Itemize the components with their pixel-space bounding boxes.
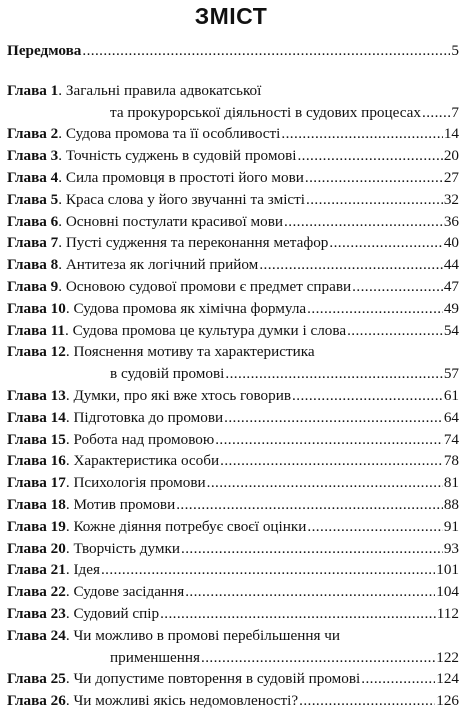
toc-entry-title: . Судова промова це культура думки і слова	[65, 321, 347, 339]
toc-entry-title: та прокурорської діяльності в судових процесах	[110, 103, 422, 121]
toc-page-number: 122	[436, 648, 459, 666]
toc-entry-title: применшення	[110, 648, 201, 666]
dot-leader	[82, 40, 450, 62]
toc-entry-title: . Основою судової промови є предмет справи	[58, 278, 352, 295]
dot-leader	[181, 538, 443, 560]
toc-entry-label: Глава 12	[7, 343, 66, 361]
dot-leader	[176, 494, 443, 516]
toc-page-number: 47	[443, 278, 459, 295]
dot-leader	[329, 232, 442, 254]
dot-leader	[297, 145, 442, 167]
dot-leader	[160, 603, 436, 625]
toc-entry	[7, 145, 459, 167]
dot-leader	[347, 320, 443, 342]
dot-leader	[201, 647, 435, 669]
dot-leader	[299, 690, 435, 712]
toc-entry-title: . Чи допустиме повторення в судовій промові	[65, 670, 361, 688]
dot-leader	[361, 668, 435, 690]
toc-entry-label: Глава 5	[7, 190, 59, 208]
toc-entry-title: . Кожне діяння потребує своєї оцінки	[65, 517, 307, 535]
dot-leader	[422, 102, 450, 124]
toc-entry	[7, 167, 459, 189]
toc-entry-label: Глава 1	[7, 81, 59, 99]
toc-entry	[7, 581, 459, 603]
toc-page-number: 91	[443, 517, 459, 535]
toc-page-number: 44	[443, 256, 459, 274]
toc-entry-label: Глава 13	[7, 387, 66, 404]
toc-entry-label: Глава 9	[7, 278, 59, 295]
toc-entry-label: Глава 2	[7, 125, 59, 143]
toc-entry-title: . Судовий спір	[65, 605, 160, 622]
toc-entry-label: Глава 26	[7, 692, 66, 710]
toc-entry-title: . Чи можливо в промові перебільшення чи	[65, 626, 340, 644]
dot-leader	[101, 559, 435, 581]
dot-leader	[207, 472, 443, 494]
dot-leader	[352, 276, 443, 298]
toc-page-number: 101	[436, 561, 459, 579]
toc-page-number: 14	[443, 125, 459, 143]
toc-entry-title: в судовій промові	[110, 365, 225, 383]
toc-entry-label: Глава 23	[7, 605, 66, 622]
toc-entry-label: Глава 6	[7, 212, 59, 230]
toc-entry-label: Глава 3	[7, 147, 59, 165]
toc-entry-label: Глава 19	[7, 517, 66, 535]
toc-entry-continuation	[110, 102, 459, 124]
toc-entry-title: . Ідея	[65, 561, 100, 579]
dot-leader	[220, 450, 443, 472]
toc-page-number: 57	[443, 365, 459, 383]
dot-leader	[259, 254, 443, 276]
dot-leader	[305, 167, 443, 189]
toc-page-number: 40	[443, 234, 459, 252]
toc-entry	[7, 668, 459, 690]
dot-leader	[307, 516, 442, 538]
toc-entry-label: Глава 15	[7, 430, 66, 448]
toc-entry	[7, 538, 459, 560]
toc-page-number: 88	[443, 496, 459, 513]
toc-entry-label: Передмова	[7, 42, 82, 59]
toc-entry-title: . Антитеза як логічний прийом	[58, 256, 259, 274]
toc-entry-title: . Сила промовця в простоті його мови	[58, 169, 304, 186]
toc-entry-label: Глава 10	[7, 299, 66, 317]
toc-entry-title: . Загальні правила адвокатської	[58, 81, 262, 99]
toc-entry	[7, 450, 459, 472]
toc-entry-title: . Краса слова у його звучанні та змісті	[58, 190, 306, 208]
toc-entry-label: Глава 11	[7, 321, 66, 339]
toc-entry-label: Глава 4	[7, 169, 59, 186]
toc-entry-title: . Робота над промовою	[65, 430, 215, 448]
toc-entry-label: Глава 20	[7, 539, 66, 557]
toc-entry	[7, 559, 459, 581]
dot-leader	[281, 123, 442, 145]
toc-entry-title: . Судове засідання	[65, 583, 185, 601]
toc-entry-title: . Пусті судження та переконання метафор	[58, 234, 329, 252]
toc-page-number: 78	[443, 452, 459, 470]
toc-entry-label: Глава 7	[7, 234, 59, 252]
toc-entry-title: . Творчість думки	[65, 539, 181, 557]
toc-page-number: 27	[443, 169, 459, 186]
toc-entry-continuation	[110, 647, 459, 669]
toc-entry-title: . Основні постулати красивої мови	[58, 212, 284, 230]
toc-entry-label: Глава 21	[7, 561, 66, 579]
toc-entry	[7, 298, 459, 320]
toc-entry-title: . Судова промова та її особливості	[58, 125, 281, 143]
dot-leader	[224, 407, 443, 429]
toc-entry	[7, 276, 459, 298]
toc-page-number: 104	[436, 583, 459, 601]
toc-entry	[7, 494, 459, 516]
toc-page-number: 93	[443, 539, 459, 557]
toc-page-number: 124	[436, 670, 459, 688]
toc-entry-label: Глава 25	[7, 670, 66, 688]
toc-page-number: 5	[451, 42, 459, 59]
toc-page-number: 61	[443, 387, 459, 404]
toc-entry-label: Глава 22	[7, 583, 66, 601]
toc-entry	[7, 211, 459, 233]
toc-page-number: 54	[443, 321, 459, 339]
toc-entry-label: Глава 24	[7, 626, 66, 644]
toc-entry-title: . Психологія промови	[65, 474, 206, 492]
toc-entry	[7, 232, 459, 254]
toc-entry-title: . Пояснення мотиву та характеристика	[65, 343, 315, 361]
dot-leader	[225, 363, 442, 385]
dot-leader	[306, 189, 443, 211]
toc-entry	[7, 40, 459, 62]
toc-entry-title: . Підготовка до промови	[65, 408, 224, 426]
toc-entry	[7, 429, 459, 451]
dot-leader	[284, 211, 443, 233]
dot-leader	[215, 429, 443, 451]
toc-page-number: 7	[451, 103, 459, 121]
toc-page-number: 74	[443, 430, 459, 448]
toc-entry-title: . Судова промова як хімічна формула	[65, 299, 307, 317]
toc-entry	[7, 385, 459, 407]
toc-page-number: 64	[443, 408, 459, 426]
toc-page-number: 126	[436, 692, 459, 710]
toc-page-number: 32	[443, 190, 459, 208]
toc-entry-label: Глава 8	[7, 256, 59, 274]
toc-entry	[7, 516, 459, 538]
toc-entry	[7, 472, 459, 494]
toc-page-number: 49	[443, 299, 459, 317]
dot-leader	[292, 385, 443, 407]
toc-page-number: 112	[436, 605, 459, 622]
page-title: ЗМІСТ	[194, 3, 268, 29]
toc-entry-title: . Точність суджень в судовій промові	[58, 147, 297, 165]
toc-entry-label: Глава 17	[7, 474, 66, 492]
toc-entry	[7, 189, 459, 211]
toc-entry	[7, 690, 459, 712]
toc-entry	[7, 341, 459, 363]
toc-entry-label: Глава 16	[7, 452, 66, 470]
dot-leader	[307, 298, 443, 320]
toc-entry-title: . Характеристика особи	[65, 452, 220, 470]
toc-entry	[7, 320, 459, 342]
toc-entry	[7, 80, 459, 102]
toc-entry-continuation	[110, 363, 459, 385]
toc-entry	[7, 625, 459, 647]
toc-entry	[7, 407, 459, 429]
toc-entry-label: Глава 14	[7, 408, 66, 426]
toc-entry-title: . Думки, про які вже хтось говорив	[65, 387, 292, 404]
toc-entry-title: . Мотив промови	[65, 496, 176, 513]
toc-entry	[7, 603, 459, 625]
dot-leader	[185, 581, 435, 603]
toc-entry-title: . Чи можливі якісь недомовленості?	[65, 692, 299, 710]
toc-page-number: 81	[443, 474, 459, 492]
toc-entry-label: Глава 18	[7, 496, 66, 513]
toc-entry	[7, 254, 459, 276]
toc-entry	[7, 123, 459, 145]
toc-page-number: 36	[443, 212, 459, 230]
toc-page-number: 20	[443, 147, 459, 165]
